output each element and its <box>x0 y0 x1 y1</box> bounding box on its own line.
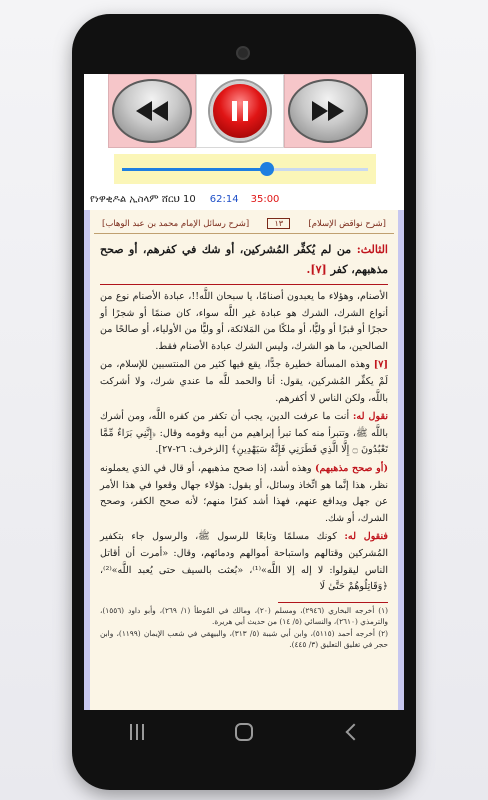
footnote-divider <box>278 602 388 603</box>
rewind-button[interactable] <box>108 74 196 148</box>
playback-status <box>90 192 390 206</box>
footnote: (١) أخرجه البخاري (٢٩٤٦)، ومسلم (٢٠)، ومالك في المُوطأ (١/ ٢٦٩)، وأبو داود (١٥٥٦)، والترمذي (٢٦١٠)، والنسائي (٥/ ١٤) من حديث أبي هريرة. <box>100 605 388 627</box>
seek-bar[interactable] <box>114 154 376 184</box>
pause-button[interactable] <box>196 74 284 148</box>
system-nav-bar <box>84 710 404 754</box>
home-icon <box>235 723 253 741</box>
page-number: ١٣ <box>267 218 290 229</box>
paragraph: فنقول له: كونك مسلمًا وتابعًا للرسول ﷺ، والرسول جاء بتكفير المُشركين وقتالهم واستباحة أموالهم ودمائهم، وقال: «أمرت أن أقاتل الناس ليقولوا: لا إله إلا اللَّه»⁽¹⁾، «بُعثت بالسيف حتى يُعبد اللَّه»⁽²⁾، ﴿وَقَاتِلُوهُمْ حَتَّىٰ لَا <box>100 531 388 593</box>
third-label: الثالث: <box>356 243 388 256</box>
rewind-icon <box>112 79 192 143</box>
total-duration: 35:00 <box>250 193 280 205</box>
footnotes <box>90 605 398 651</box>
book-page[interactable] <box>84 210 404 710</box>
player-controls <box>108 74 374 148</box>
back-button[interactable] <box>331 717 371 747</box>
matn-divider <box>100 284 388 285</box>
seek-track[interactable] <box>122 168 368 171</box>
seek-thumb[interactable] <box>260 162 274 176</box>
header-right-title: [شرح نواقض الإسلام] <box>308 218 386 229</box>
seek-progress <box>122 168 267 171</box>
recent-apps-button[interactable] <box>117 717 157 747</box>
third-text: من لم يُكفِّر المُشركين، أو شك في كفرهم، أو صحح مذهبهم، كفر <box>100 243 388 276</box>
fast-forward-button[interactable] <box>284 74 372 148</box>
app-screen <box>84 74 404 710</box>
fast-forward-icon <box>288 79 368 143</box>
front-camera <box>236 46 250 60</box>
track-title: የነዋቂዶል ኢስላም ሸርህ 10 <box>90 193 196 205</box>
paragraph: [٧] وهذه المسألة خطيرة جدًّا، يقع فيها كثير من المنتسبين للإسلام، من لَمْ يكفِّر المُشركين، يقول: أنا والحمد للَّه ما عندي شرك، ولا أشركت باللَّه، ولكن الناس لا أكفرهم. <box>100 359 388 404</box>
home-button[interactable] <box>224 717 264 747</box>
elapsed-time: 62:14 <box>209 193 239 205</box>
footnote: (٢) أخرجه أحمد (٥١١٥)، وابن أبي شيبة (٥/ ٣١٣)، والبيهقي في شعب الإيمان (١١٩٩)، وابن حجر في تغليق التعليق (٣/ ٤٤٥). <box>100 628 388 650</box>
page-header <box>94 210 394 234</box>
header-left-title: [شرح رسائل الإمام محمد بن عبد الوهاب] <box>102 218 250 229</box>
paragraph: نقول له: أنت ما عرفت الدين، يجب أن تكفر من كفره اللَّه، ومن أشرك باللَّه ﷺ، وتتبرأ منه كما تبرأ إبراهيم من أبيه وقومه وقال: ﴿إِنَّنِي بَرَاءٌ مِّمَّا تَعْبُدُونَ ۝ إِلَّا الَّذِي فَطَرَنِي فَإِنَّهُ سَيَهْدِينِ﴾ [الزخرف: ٢٦-٢٧]. <box>100 411 388 456</box>
paragraph: الأصنام، وهؤلاء ما يعبدون أصنامًا، يا سبحان اللَّه!!، عبادة الأصنام نوع من أنواع الشرك، الشرك هو عبادة غير اللَّه سواء، كان صنمًا أو شجرًا أو حجرًا أو قبرًا أو وليًّا، أو ملكًا من المَلائكة، أو وليًّا من الأولياء، أو صالحًا من الصالحين، ما هو الشرك، وليس الشرك عبادة الأصنام فقط. <box>100 291 388 352</box>
pause-icon <box>210 81 270 141</box>
third-ref: [٧]. <box>306 263 327 276</box>
recent-apps-icon <box>130 724 144 740</box>
matn-third-nullifier <box>90 234 398 284</box>
paragraph: (أو صحح مذهبهم) وهذه أشد، إذا صحح مذهبهم، أو قال في الذي يعملونه نظر، هذا إنَّما هو اتِّخاذ وسائل، أو يقول: هؤلاء جهال وقعوا في هذا الأمر عن جهل ويدافع عنهم، فهذا أشد كفرًا منهم؛ لأنه صحح الكفر، وصحح الشرك، أو شك. <box>100 462 388 524</box>
back-icon <box>345 724 362 741</box>
